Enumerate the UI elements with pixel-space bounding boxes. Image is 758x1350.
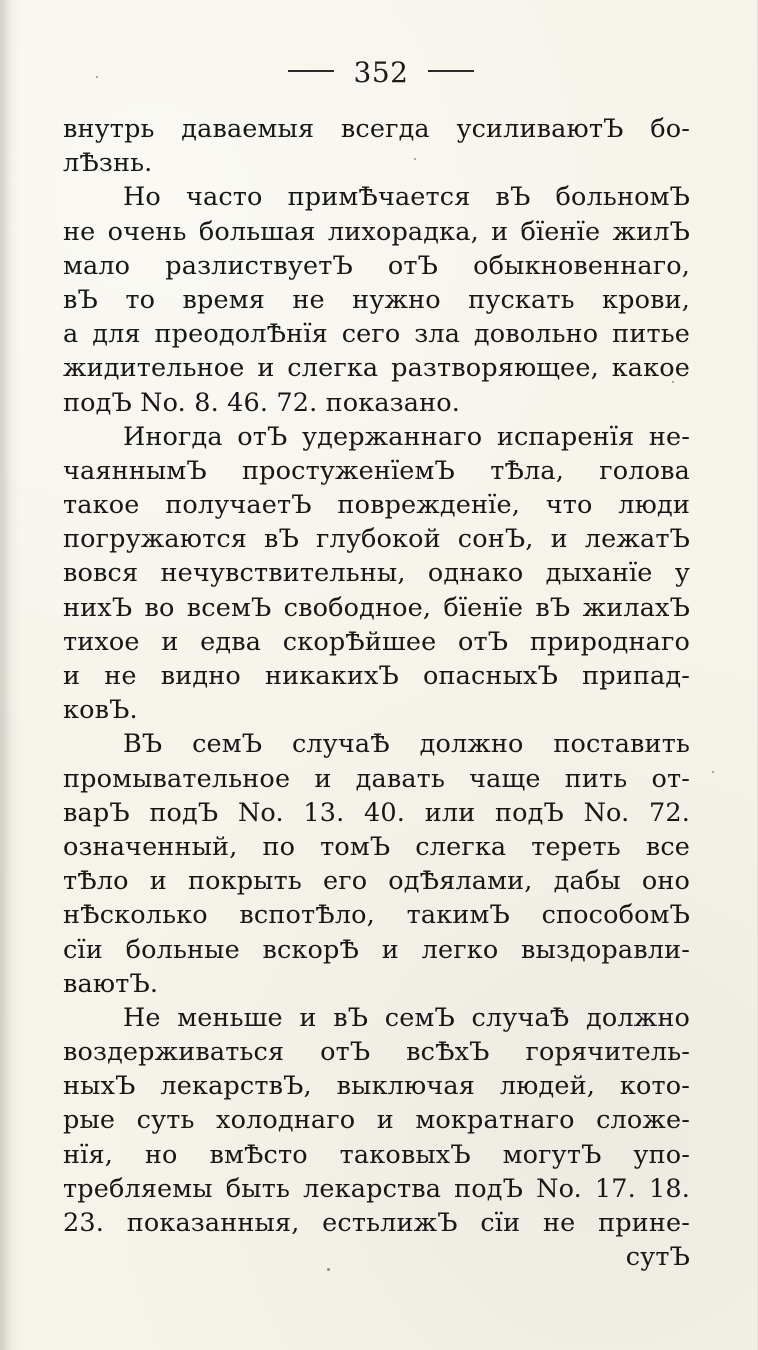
text-line-12: такое получаетЪ поврежденїе, что люди bbox=[63, 490, 690, 521]
text-line-22: означенный, по томЪ слегка тереть все bbox=[63, 831, 690, 862]
text-line-14: вовся нечувствительны, однако дыханїе у bbox=[63, 558, 690, 589]
text-line-21: варЪ подЪ No. 13. 40. или подЪ No. 72. bbox=[63, 797, 690, 828]
text-line-19: ВЪ семЪ случаѢ должно поставить bbox=[123, 729, 690, 760]
left-dash bbox=[288, 70, 334, 72]
text-line-31: нїя, но вмѢсто таковыхЪ могутЪ упо- bbox=[63, 1139, 690, 1170]
paper-speck bbox=[712, 771, 714, 773]
text-line-5: мало разлиствуетЪ отЪ обыкновеннаго, bbox=[63, 250, 690, 281]
catchword: сутЪ bbox=[625, 1242, 690, 1273]
text-line-9: подЪ No. 8. 46. 72. показано. bbox=[63, 387, 460, 418]
text-line-30: рые суть холоднаго и мократнаго сложе- bbox=[63, 1105, 690, 1136]
text-line-10: Иногда отЪ удержаннаго испаренїя не- bbox=[123, 421, 690, 452]
paper-speck bbox=[96, 76, 98, 78]
text-line-23: тѢло и покрыть его одѢялами, дабы оно bbox=[63, 866, 690, 897]
right-dash bbox=[428, 70, 474, 72]
text-line-25: сїи больные вскорѢ и легко выздоравли- bbox=[63, 934, 690, 965]
text-line-8: жидительное и слегка разтворяющее, какое bbox=[63, 353, 690, 384]
text-line-26: ваютЪ. bbox=[63, 968, 159, 999]
paper-speck bbox=[414, 158, 416, 160]
text-line-16: тихое и едва скорѢйшее отЪ природнаго bbox=[63, 626, 690, 657]
text-line-2: лѢзнь. bbox=[63, 148, 153, 179]
paper-speck bbox=[327, 1268, 330, 1271]
text-line-28: воздерживаться отЪ всѢхЪ горячитель- bbox=[63, 1037, 690, 1068]
text-line-7: а для преодолѢнїя сего зла довольно питье bbox=[63, 319, 690, 350]
text-line-6: вЪ то время не нужно пускать крови, bbox=[63, 284, 690, 315]
text-line-15: нихЪ во всемЪ свободное, бїенїе вЪ жилахЪ bbox=[63, 592, 690, 623]
text-line-20: промывательное и давать чаще пить от- bbox=[63, 763, 690, 794]
text-line-29: ныхЪ лекарствЪ, выключая людей, кото- bbox=[63, 1071, 690, 1102]
paper-speck bbox=[672, 381, 674, 383]
text-line-24: нѢсколько вспотѢло, такимЪ способомЪ bbox=[63, 900, 690, 931]
page-number: 352 bbox=[353, 56, 409, 89]
text-line-32: требляемы быть лекарства подЪ No. 17. 18. bbox=[63, 1173, 690, 1204]
body-text bbox=[63, 112, 690, 1274]
text-line-13: погружаются вЪ глубокой сонЪ, и лежатЪ bbox=[63, 524, 690, 555]
text-line-27: Не меньше и вЪ семЪ случаѢ должно bbox=[123, 1002, 690, 1033]
text-line-4: не очень большая лихорадка, и бїенїе жилЪ bbox=[63, 216, 690, 247]
text-line-17: и не видно никакихЪ опасныхЪ припад- bbox=[63, 661, 690, 691]
text-line-18: ковЪ. bbox=[63, 695, 138, 726]
page-gutter-shadow bbox=[2, 0, 20, 1350]
page-number-header bbox=[2, 56, 758, 89]
text-line-1: внутрь даваемыя всегда усиливаютЪ бо- bbox=[63, 114, 690, 144]
text-line-11: чаяннымЪ простуженїемЪ тѢла, голова bbox=[63, 455, 690, 486]
text-line-33: 23. показанныя, естьлижЪ сїи не прине- bbox=[63, 1208, 690, 1238]
text-line-3: Но часто примѢчается вЪ больномЪ bbox=[123, 182, 690, 213]
